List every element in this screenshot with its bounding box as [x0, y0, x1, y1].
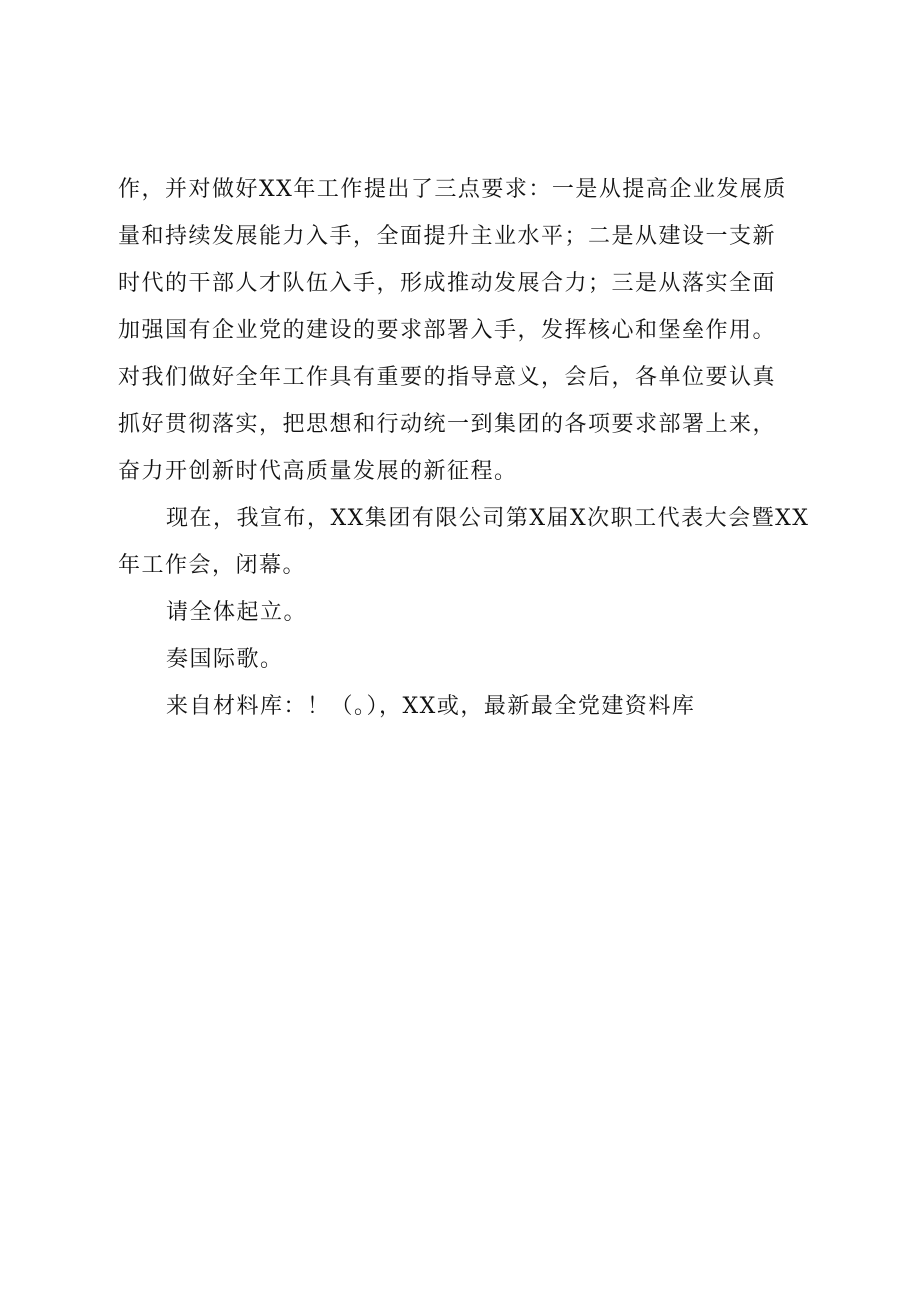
paragraph-line: 现在，我宣布，XX集团有限公司第X届X次职工代表大会暨XX: [166, 506, 810, 531]
paragraph-stand-up: 请全体起立。: [166, 600, 308, 625]
paragraph-line: 加强国有企业党的建设的要求部署入手，发挥核心和堡垒作用。: [118, 318, 777, 343]
paragraph-source: 来自材料库：！（。），XX或，最新最全党建资料库: [166, 694, 696, 719]
paragraph-requirements: [118, 166, 808, 495]
paragraph-line: 时代的干部人才队伍入手，形成推动发展合力；三是从落实全面: [118, 271, 777, 296]
paragraph-line: 量和持续发展能力入手，全面提升主业水平；二是从建设一支新: [118, 224, 777, 249]
paragraph-line: 年工作会，闭幕。: [118, 553, 307, 578]
paragraph-line: 对我们做好全年工作具有重要的指导意义，会后，各单位要认真: [118, 365, 777, 390]
document-body: [118, 166, 808, 730]
paragraph-line: 作，并对做好XX年工作提出了三点要求：一是从提高企业发展质: [118, 177, 787, 202]
paragraph-line: 抓好贯彻落实，把思想和行动统一到集团的各项要求部署上来，: [118, 412, 777, 437]
paragraph-line: 奋力开创新时代高质量发展的新征程。: [118, 459, 518, 484]
paragraph-closing-announcement: [118, 495, 808, 589]
paragraph-anthem: 奏国际歌。: [166, 647, 284, 672]
